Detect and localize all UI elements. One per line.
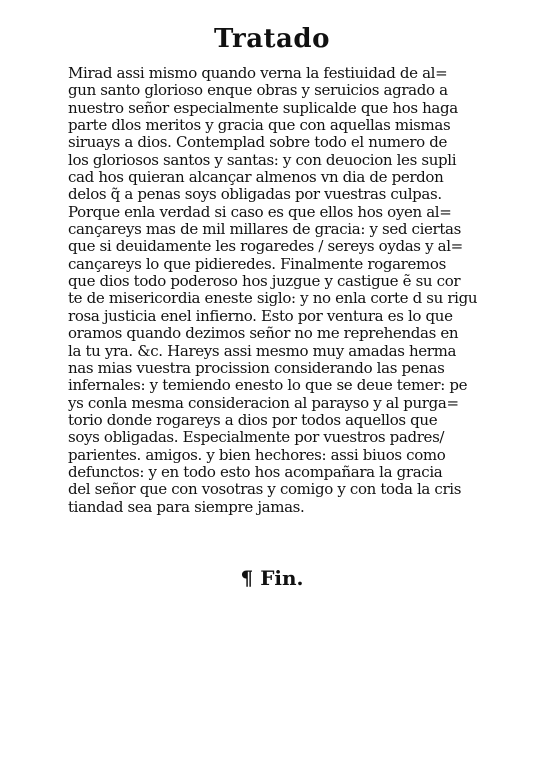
text-line: siruays a dios. Contemplad sobre todo el numero de (68, 134, 448, 152)
text-line: torio donde rogareys a dios por todos aquellos que (68, 411, 438, 429)
text-line: infernales: y temiendo enesto lo que se deue temer: pe (68, 377, 468, 395)
text-line: rosa justicia enel infierno. Esto por ventura es lo que (68, 307, 453, 325)
text-line: te de misericordia eneste siglo: y no enla corte d̃ su rigu (68, 290, 478, 308)
page-title: Tratado (214, 24, 330, 54)
text-line: soys obligadas. Especialmente por vuestros padres/ (68, 429, 445, 447)
closing-fin: ¶ Fin. (240, 566, 304, 590)
text-line: tiandad sea para siempre jamas. (68, 498, 305, 516)
body-text (68, 65, 488, 516)
text-line: cançareys mas de mil millares de gracia: y sed ciertas (68, 221, 461, 239)
text-line: parte dlos meritos y gracia que con aquellas mismas (68, 117, 451, 135)
text-line: delos q̃ a penas soys obligadas por vuestras culpas. (68, 186, 442, 204)
text-line: que dios todo poderoso hos juzgue y castigue ẽ su cor (68, 273, 461, 291)
text-line: oramos quando dezimos señor no me reprehendas en (68, 325, 459, 343)
text-line: los gloriosos santos y santas: y con deuocion les supli (68, 151, 457, 169)
text-line: parientes. amigos. y bien hechores: assi biuos como (68, 446, 446, 464)
text-line: que si deuidamente les rogaredes / sereys oydas y al= (68, 238, 463, 256)
text-line: cançareys lo que pidieredes. Finalmente rogaremos (68, 255, 446, 273)
text-line: la tu yra. &c. Hareys assi mesmo muy amadas herma (68, 342, 457, 360)
text-line: Mirad assi mismo quando verna la festiuidad de al= (68, 65, 448, 82)
text-line: del señor que con vosotras y comigo y con toda la cris (68, 481, 462, 499)
text-line: ys conla mesma consideracion al parayso y al purga= (68, 394, 459, 412)
text-line: nuestro señor especialmente suplicalde que hos haga (68, 99, 458, 117)
text-line: gun santo glorioso enque obras y seruicios agrado a (68, 82, 448, 100)
text-line: Porque enla verdad si caso es que ellos hos oyen al= (68, 203, 452, 221)
text-line: nas mias vuestra procission considerando las penas (68, 359, 445, 377)
text-line: cad hos quieran alcançar almenos vn dia de perdon (68, 169, 444, 187)
text-line: defunctos: y en todo esto hos acompañara la gracia (68, 463, 443, 481)
